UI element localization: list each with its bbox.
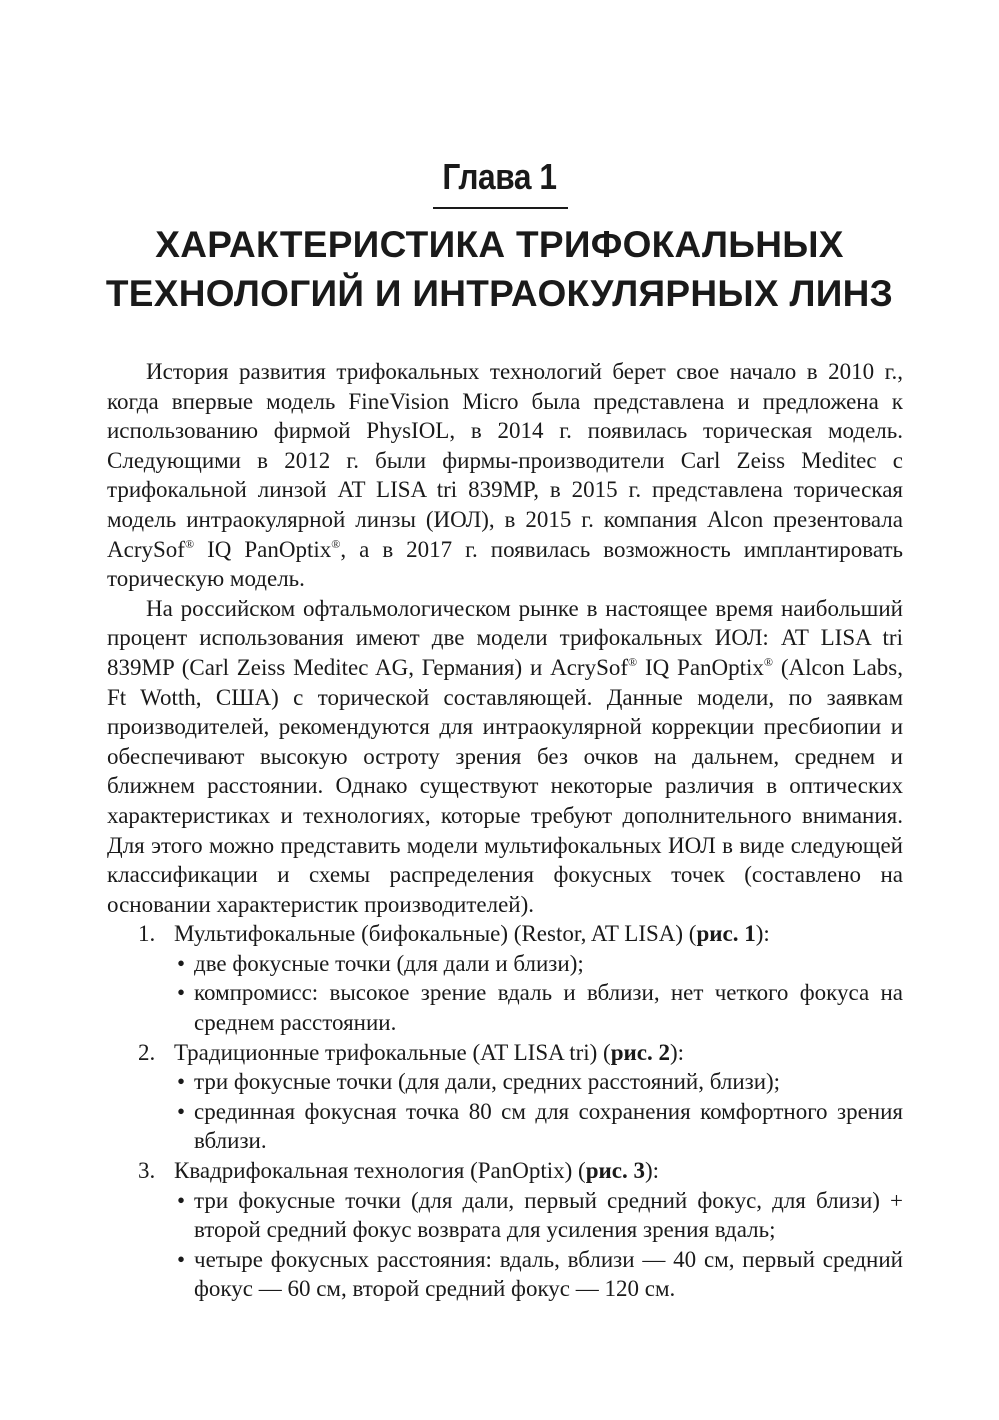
paragraph-market-text-2: IQ PanOptix bbox=[637, 654, 764, 680]
list-item-title bbox=[174, 919, 903, 949]
bullet-text: компромисс: высокое зрение вдаль и вблизи, нет четкого фокуса на среднем расстоянии. bbox=[194, 980, 903, 1036]
bullet-mark: • bbox=[177, 1098, 186, 1124]
bullet-text: четыре фокусных расстояния: вдаль, вблизи — 40 см, первый средний фокус — 60 см, второй средний фокус — 120 см. bbox=[194, 1246, 903, 1302]
list-item-title bbox=[174, 1038, 903, 1068]
list-number: 1. bbox=[138, 921, 156, 947]
bullet-list bbox=[174, 1186, 903, 1304]
bullet-item bbox=[174, 978, 903, 1037]
registered-mark: ® bbox=[628, 654, 638, 669]
paragraph-history-text-1: История развития трифокальных технологий берет свое начало в 2010 г., когда впервые модель FineVision Micro была представлена и предложена к использованию фирмой PhysIOL, в 2014 г. появилась торическая модель. Следующими в 2012 г. были фирмы-производители Carl Zeiss Meditec с трифокальной линзой AT LISA tri 839MP, в 2015 г. представлена торическая модель интраокулярной линзы (ИОЛ), в 2015 г. компания Alcon презентовала AcrySof bbox=[107, 359, 903, 562]
classification-list bbox=[107, 919, 903, 1304]
body-text bbox=[107, 357, 903, 1304]
bullet-list bbox=[174, 949, 903, 1038]
list-item-trifocal bbox=[107, 1038, 903, 1156]
bullet-mark: • bbox=[177, 1069, 186, 1095]
bullet-text: срединная фокусная точка 80 см для сохранения комфортного зрения вблизи. bbox=[194, 1098, 903, 1154]
list-item-title-text: Мультифокальные (бифокальные) (Restor, AT LISA) ( bbox=[174, 921, 697, 947]
bullet-list bbox=[174, 1067, 903, 1156]
list-item-quadrifocal bbox=[107, 1156, 903, 1304]
figure-reference: рис. 2 bbox=[610, 1039, 670, 1065]
bullet-item bbox=[174, 1067, 903, 1097]
list-item-title-text: Квадрифокальная технология (PanOptix) ( bbox=[174, 1158, 586, 1184]
list-number: 3. bbox=[138, 1158, 156, 1184]
paragraph-market-text-1: На российском офтальмологическом рынке в настоящее время наибольший процент использования имеют две модели трифокальных ИОЛ: AT LISA tri 839MP (Carl Zeiss Meditec AG, Германия) и AcrySof bbox=[107, 595, 903, 680]
chapter-underline bbox=[433, 207, 568, 209]
bullet-item bbox=[174, 949, 903, 979]
chapter-title bbox=[0, 220, 999, 318]
chapter-title-line-1: ХАРАКТЕРИСТИКА ТРИФОКАЛЬНЫХ bbox=[155, 224, 844, 265]
list-item-multifocal bbox=[107, 919, 903, 1037]
registered-mark: ® bbox=[763, 654, 774, 669]
figure-reference: рис. 1 bbox=[696, 921, 756, 947]
chapter-title-line-2: ТЕХНОЛОГИЙ И ИНТРАОКУЛЯРНЫХ ЛИНЗ bbox=[105, 273, 894, 314]
bullet-text: две фокусные точки (для дали и близи); bbox=[194, 950, 584, 976]
paragraph-history bbox=[107, 357, 903, 594]
bullet-item bbox=[174, 1097, 903, 1156]
bullet-text: три фокусные точки (для дали, средних расстояний, близи); bbox=[194, 1069, 781, 1095]
bullet-mark: • bbox=[177, 950, 186, 976]
list-item-title-text: Традиционные трифокальные (AT LISA tri) ( bbox=[174, 1039, 611, 1065]
figure-reference: рис. 3 bbox=[585, 1158, 645, 1184]
list-item-title-end: ): bbox=[755, 921, 770, 947]
paragraph-market bbox=[107, 594, 903, 920]
list-item-title-end: ): bbox=[644, 1158, 660, 1184]
paragraph-history-text-3: , а в 2017 г. появилась возможность имплантировать торическую модель. bbox=[107, 536, 903, 592]
paragraph-history-text-2: IQ PanOptix bbox=[194, 536, 332, 562]
registered-mark: ® bbox=[184, 536, 195, 551]
list-number: 2. bbox=[138, 1039, 156, 1065]
bullet-mark: • bbox=[177, 1246, 186, 1272]
registered-mark: ® bbox=[331, 536, 341, 551]
bullet-mark: • bbox=[177, 1187, 186, 1213]
chapter-label: Глава 1 bbox=[442, 156, 557, 197]
list-item-title bbox=[174, 1156, 903, 1186]
bullet-item bbox=[174, 1186, 903, 1245]
bullet-mark: • bbox=[177, 980, 186, 1006]
bullet-text: три фокусные точки (для дали, первый средний фокус, для близи) + второй средний фокус возврата для усиления зрения вдаль; bbox=[194, 1187, 903, 1243]
list-item-title-end: ): bbox=[669, 1039, 685, 1065]
paragraph-market-text-3: (Alcon Labs, Ft Wotth, США) с торической составляющей. Данные модели, по заявкам производителей, рекомендуются для интраокулярной коррекции пресбиопии и обеспечивают высокую остроту зрения без очков на дальнем, среднем и ближнем расстоянии. Однако существуют некоторые различия в оптических характеристиках и технологиях, которые требуют дополнительного внимания. Для этого можно представить модели мультифокальных ИОЛ в виде следующей классификации и схемы распределения фокусных точек (составлено на основании характеристик производителей). bbox=[107, 654, 903, 917]
bullet-item bbox=[174, 1245, 903, 1304]
